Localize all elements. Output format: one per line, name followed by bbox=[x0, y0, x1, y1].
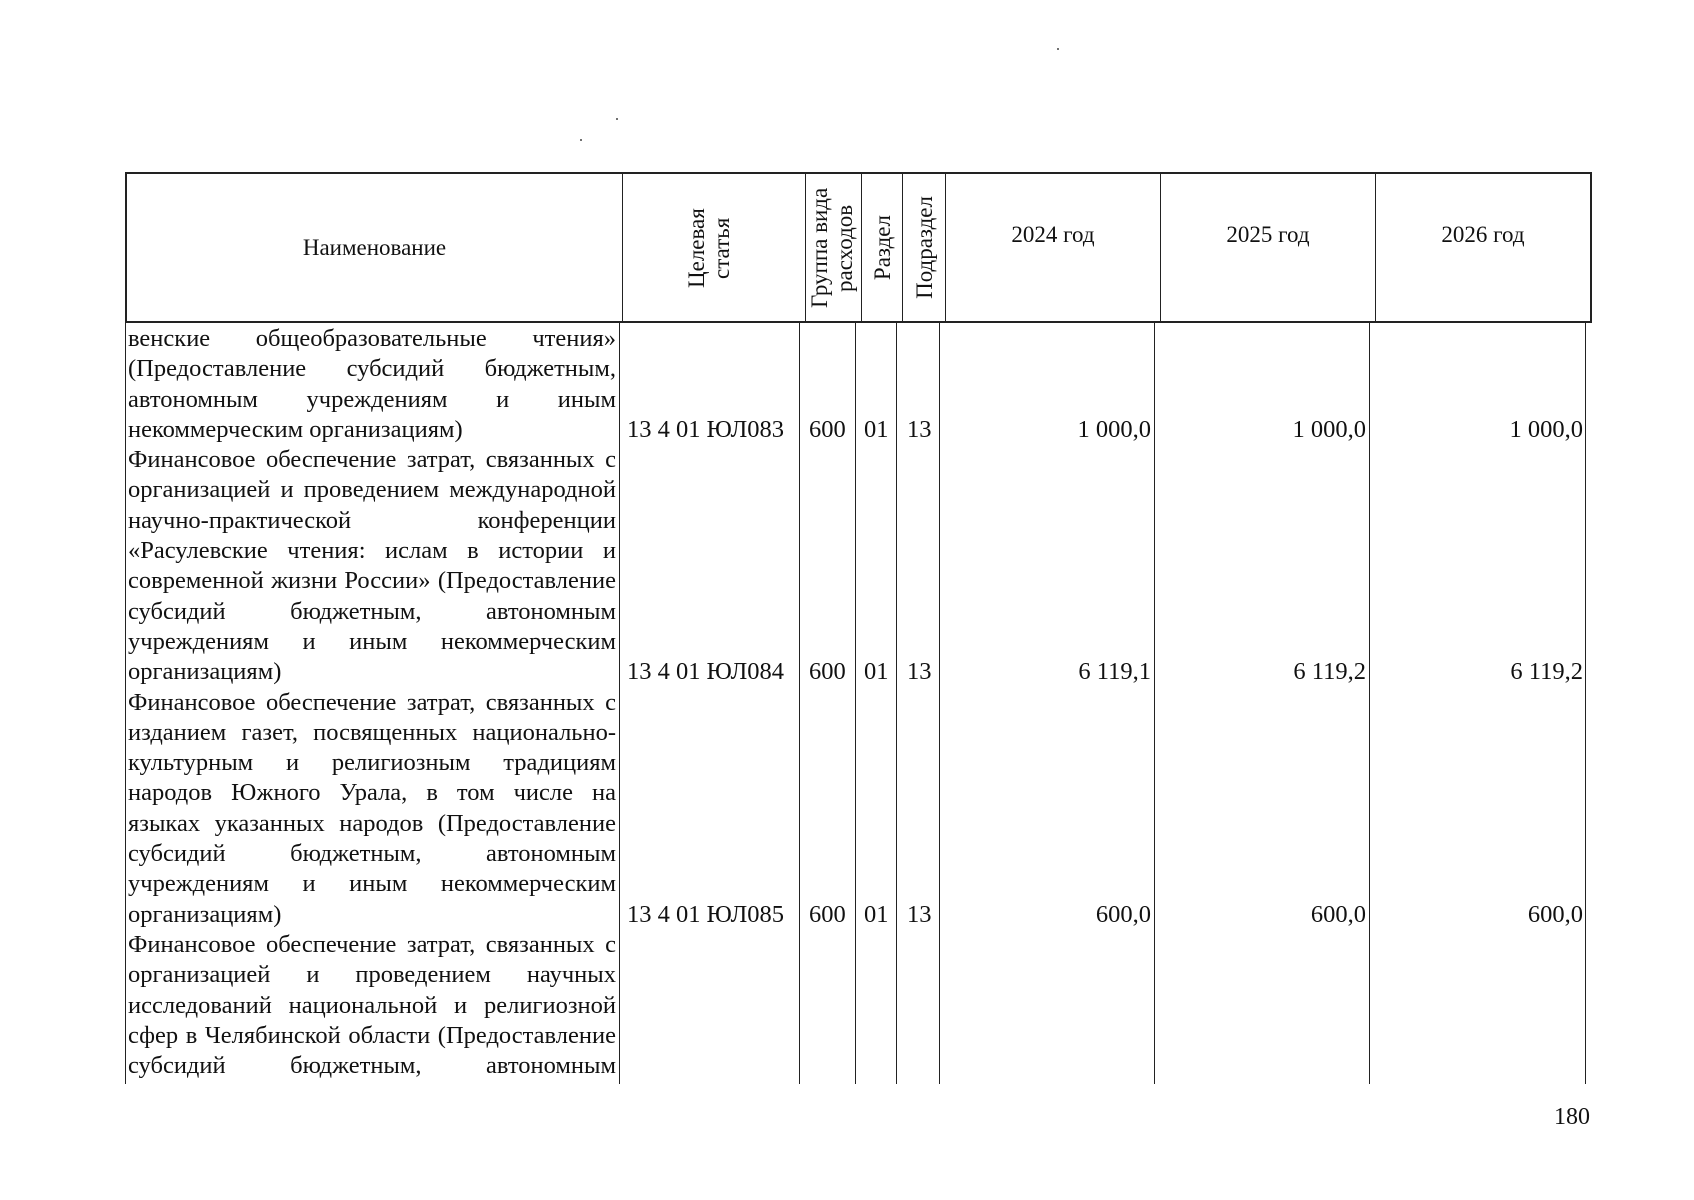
header-2026 bbox=[1376, 174, 1590, 321]
column-rule bbox=[799, 321, 800, 1084]
row-4-name: Финансовое обеспечение затрат, связанных с организацией и проведением научных исследований национальной и религиозной сфер в Челябинской области (Предоставление субсидий бюджетным, автономным bbox=[128, 930, 616, 1080]
row-2-2025: 6 119,2 bbox=[1293, 658, 1366, 685]
row-1-2026: 1 000,0 bbox=[1509, 416, 1583, 443]
scan-speck bbox=[580, 139, 582, 141]
scan-speck bbox=[1057, 48, 1059, 50]
header-expense-group-label: Группа вида расходов bbox=[806, 187, 857, 308]
row-1-expense-group: 600 bbox=[809, 416, 846, 443]
row-2-target-article: 13 4 01 ЮЛ084 bbox=[627, 658, 784, 685]
header-subsection bbox=[903, 174, 946, 321]
row-1-target-article: 13 4 01 ЮЛ083 bbox=[627, 416, 784, 443]
row-2-subsection: 13 bbox=[907, 658, 932, 685]
row-1-subsection: 13 bbox=[907, 416, 932, 443]
header-name-label: Наименование bbox=[302, 234, 447, 260]
page-number: 180 bbox=[1554, 1104, 1590, 1130]
column-rule bbox=[1154, 321, 1155, 1084]
row-1-section: 01 bbox=[864, 416, 889, 443]
header-2024 bbox=[946, 174, 1161, 321]
column-rule bbox=[939, 321, 940, 1084]
row-3-2024: 600,0 bbox=[1095, 901, 1151, 928]
header-section bbox=[862, 174, 903, 321]
column-rule bbox=[896, 321, 897, 1084]
row-3-target-article: 13 4 01 ЮЛ085 bbox=[627, 901, 784, 928]
column-rule bbox=[125, 321, 126, 1084]
row-1-2025: 1 000,0 bbox=[1292, 416, 1366, 443]
column-rule bbox=[619, 321, 620, 1084]
row-1-name: венские общеобразовательные чтения» (Предоставление субсидий бюджетным, автономным учреждениям и иным некоммерческим организациям) bbox=[128, 325, 616, 443]
row-3-subsection: 13 bbox=[907, 901, 932, 928]
row-2-name: Финансовое обеспечение затрат, связанных с организацией и проведением международной научно-практической конференции «Расулевские чтения: ислам в истории и современной жизни России» (Предоставление субсидий бюджетным, автономным учреждениям и иным некоммерческим организациям) bbox=[128, 446, 616, 686]
budget-table bbox=[125, 172, 1592, 1084]
header-expense-group bbox=[806, 174, 862, 321]
row-3-name: Финансовое обеспечение затрат, связанных с изданием газет, посвященных национально-культурным и религиозным традициям народов Южного Урала, в том числе на языках указанных народов (Предоставление субсидий бюджетным, автономным учреждениям и иным некоммерческим организациям) bbox=[128, 688, 616, 928]
column-rule bbox=[855, 321, 856, 1084]
name-column bbox=[128, 324, 616, 1081]
row-2-expense-group: 600 bbox=[809, 658, 846, 685]
header-section-label: Раздел bbox=[869, 214, 895, 281]
header-2026-label: 2026 год bbox=[1441, 222, 1525, 247]
header-name bbox=[127, 174, 623, 321]
row-3-2026: 600,0 bbox=[1527, 901, 1583, 928]
column-rule bbox=[1585, 321, 1586, 1084]
row-1-2024: 1 000,0 bbox=[1077, 416, 1151, 443]
row-3-2025: 600,0 bbox=[1310, 901, 1366, 928]
table-header bbox=[125, 172, 1592, 323]
row-3-expense-group: 600 bbox=[809, 901, 846, 928]
header-2024-label: 2024 год bbox=[1011, 222, 1095, 247]
header-2025-label: 2025 год bbox=[1226, 222, 1310, 247]
column-rule bbox=[1369, 321, 1370, 1084]
header-target-article bbox=[623, 174, 806, 321]
row-2-2026: 6 119,2 bbox=[1510, 658, 1583, 685]
header-2025 bbox=[1161, 174, 1376, 321]
scan-speck bbox=[616, 118, 618, 120]
row-2-2024: 6 119,1 bbox=[1078, 658, 1151, 685]
header-target-article-label: Целевая статья bbox=[684, 207, 734, 288]
row-3-section: 01 bbox=[864, 901, 889, 928]
row-2-section: 01 bbox=[864, 658, 889, 685]
header-subsection-label: Подраздел bbox=[911, 196, 937, 299]
